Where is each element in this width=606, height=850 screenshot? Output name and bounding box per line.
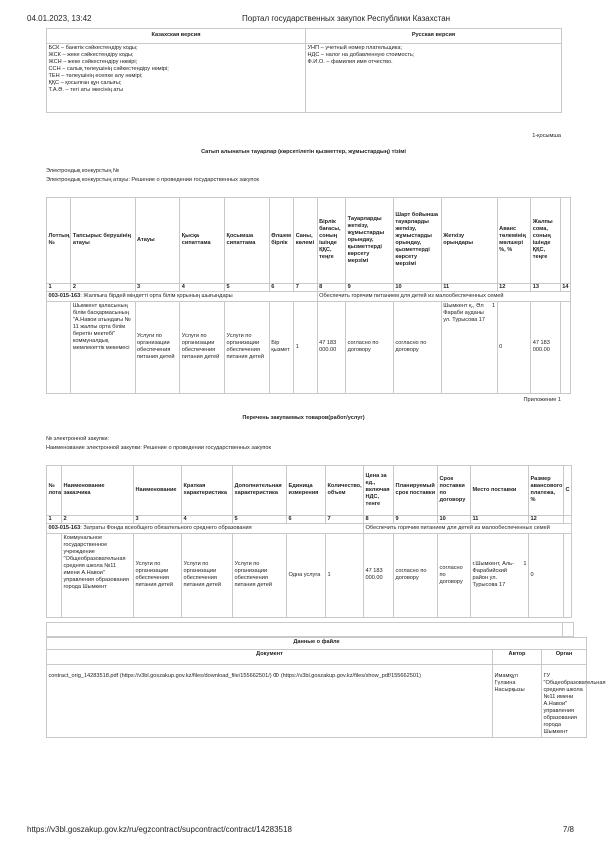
group-row [47,291,571,301]
col-org: Орган [542,649,587,664]
col-planned-term: Планируемый срок поставки [394,465,438,515]
group-label: 003-015-163: Затраты Фонда всеобщего обязательного среднего образования [47,523,364,533]
group-description: Обеспечить горячим питанием для детей из малообеспеченных семей [364,523,572,533]
kz-competition-info [46,167,561,185]
abbreviations-table [46,28,562,113]
ru-goods-table [46,465,572,618]
kz-appendix-label: 1-қосымша [532,133,561,139]
kz-version-header: Казахская версия [47,29,306,44]
col-delivery-place: Жеткізу орындары [441,197,497,283]
col-contract-term: Срок поставки по договору [438,465,471,515]
col-advance: Аванс төлемінің мөлшері %, % [497,197,531,283]
col-unit-price: Бірлік бағасы, соның ішінде ҚҚС, теңге [317,197,345,283]
col-document: Документ [47,649,493,664]
kz-goods-table [46,197,571,394]
table-row: Коммунальное государственное учреждение "Общеобразовательная средняя школа №11 имени А.Навои" управления образования города Шымкент Услуги по организации обеспечения питания детей Услуги по организации обеспечения питания детей Услуги по организации обеспечения питания детей Одна услуга 1 47 183 000.00 согласно по договору согласно по договору г.Шымкент, Аль-Фарабийский район ул. Турысова 17 1 0 [47,533,572,617]
download-link[interactable]: contract_orig_14283518.pdf (https://v3bl.goszakup.gov.kz/files/download_file/155662501/) [48,672,272,679]
print-title: Портал государственных закупок Республики Казахстан [242,14,451,23]
col-lot-no: Лоттың № [47,197,71,283]
kz-abbreviations: БСК – банктік сәйкестендіру коды; ЖСК – жеке сәйкестендіру коды; ЖСН – жеке сәйкестендіру нөмірі; ССН – салық төлеушінің сәйкестендіру нөмірі; ТЕН – төлеушінің есепке алу нөмірі; ҚҚС – қосылған құн салығы; Т.А.Ә. – тегі аты әкесінің аты [47,44,306,113]
col-customer: Наименование заказчика [62,465,134,515]
col-contract-term: Шарт бойынша тауарларды жеткізу, жұмыстарды орындау, қызметтерді көрсету мерзімі [393,197,441,283]
col-short-desc: Краткая характеристика [182,465,233,515]
col-name: Атауы [135,197,180,283]
kz-competition-no: Электрондық конкурстың № [46,168,119,174]
ru-tender-name: Наименование электронной закупки: Решение о проведении государственных закупок [46,444,271,451]
col-sum: С [564,465,572,515]
col-qty: Количество, объем [326,465,364,515]
col-qty: Саны, көлемі [294,197,317,283]
file-data-title: Данные о файле [47,637,587,649]
ru-tender-info [46,435,561,453]
print-footer [27,825,574,837]
page-url: https://v3bl.goszakup.gov.kz/ru/egzcontract/supcontract/contract/14283518 [27,825,292,834]
page-number: 7/8 [562,825,574,834]
col-total: Жалпы сома, соның ішінде ҚҚС, теңге [531,197,561,283]
col-lot-no: № лота [47,465,62,515]
ru-abbreviations: УНП – учетный номер плательщика; НДС – налог на добавленную стоимость; Ф.И.О. – фамилия имя отчество. [306,44,562,113]
ru-tender-no: № электронной закупки: [46,435,110,442]
column-numbers-row: 1 2 3 4 5 6 7 8 9 10 11 12 13 14 [47,283,571,291]
print-header [27,14,574,26]
column-numbers-row: 1 2 3 4 5 6 7 8 9 10 11 12 [47,515,572,523]
col-extra [560,197,570,283]
file-data-table [46,637,606,738]
col-short-desc: Қысқа сипаттама [180,197,225,283]
col-unit: Единица измерения [287,465,326,515]
eye-icon[interactable] [273,673,279,677]
kz-competition-name: Электрондық конкурстың атауы: Решение о проведении государственных закупок [46,176,260,183]
group-label: 003-015-163: Жалпыға бірдей міндетті орта білім қорының шығындары [47,291,318,301]
document-cell [47,664,493,737]
ru-appendix-label: Приложение 1 [523,396,561,403]
col-customer: Тапсырыс берушінің атауы [71,197,135,283]
col-extra-desc: Қосымша сипаттама [225,197,270,283]
group-description: Обеспечить горячим питанием для детей из малообеспеченных семей [317,291,570,301]
col-unit-price: Цена за ед., включая НДС, тенге [364,465,394,515]
group-row [47,523,572,533]
table-row [47,664,587,737]
col-delivery-term: Тауарларды жеткізу, жұмыстарды орындау, қызметтерді көрсету мерзімі [346,197,394,283]
col-advance: Размер авансового платежа, % [529,465,564,515]
col-name: Наименование [134,465,182,515]
show-pdf-link[interactable]: (https://v3bl.goszakup.gov.kz/files/show_pdf/155662501) [280,672,421,679]
col-author: Автор [493,649,542,664]
col-delivery-place: Место поставки [471,465,529,515]
ru-version-header: Русская версия [306,29,562,44]
org-cell: ГУ "Общеобразовательная средняя школа №11 имени А.Навои" управления образования города Шымкент [542,664,587,737]
author-cell: Имамқұл Гүлзина Насырқызы [493,664,542,737]
kz-section-title: Сатып алынатын тауарлар (көрсетілетін қызметтер, жұмыстардың) тізімі [201,149,406,155]
page-content [46,28,606,738]
col-extra-desc: Дополнительная характеристика [233,465,287,515]
table-row: Шымкент қаласының білім басқармасының "А.Навои атындағы № 11 жалпы орта білім беретін мектебі" коммуналдық мемлекеттік мекемесі Услуги по организации обеспечения питания детей Услуги по организации обеспечения питания детей Услуги по организации обеспечения питания детей Бір қызмет 1 47 183 000.00 согласно по договору согласно по договору Шымкент қ., Әл Фараби ауданы ул. Турысова 17 1 0 47 183 000.00 [47,301,571,393]
print-datetime: 04.01.2023, 13:42 [27,14,92,23]
col-unit: Өлшем бірлік [269,197,293,283]
ru-section-title: Перечень закупаемых товаров(работ/услуг) [242,414,365,421]
spacer-table [46,622,574,637]
